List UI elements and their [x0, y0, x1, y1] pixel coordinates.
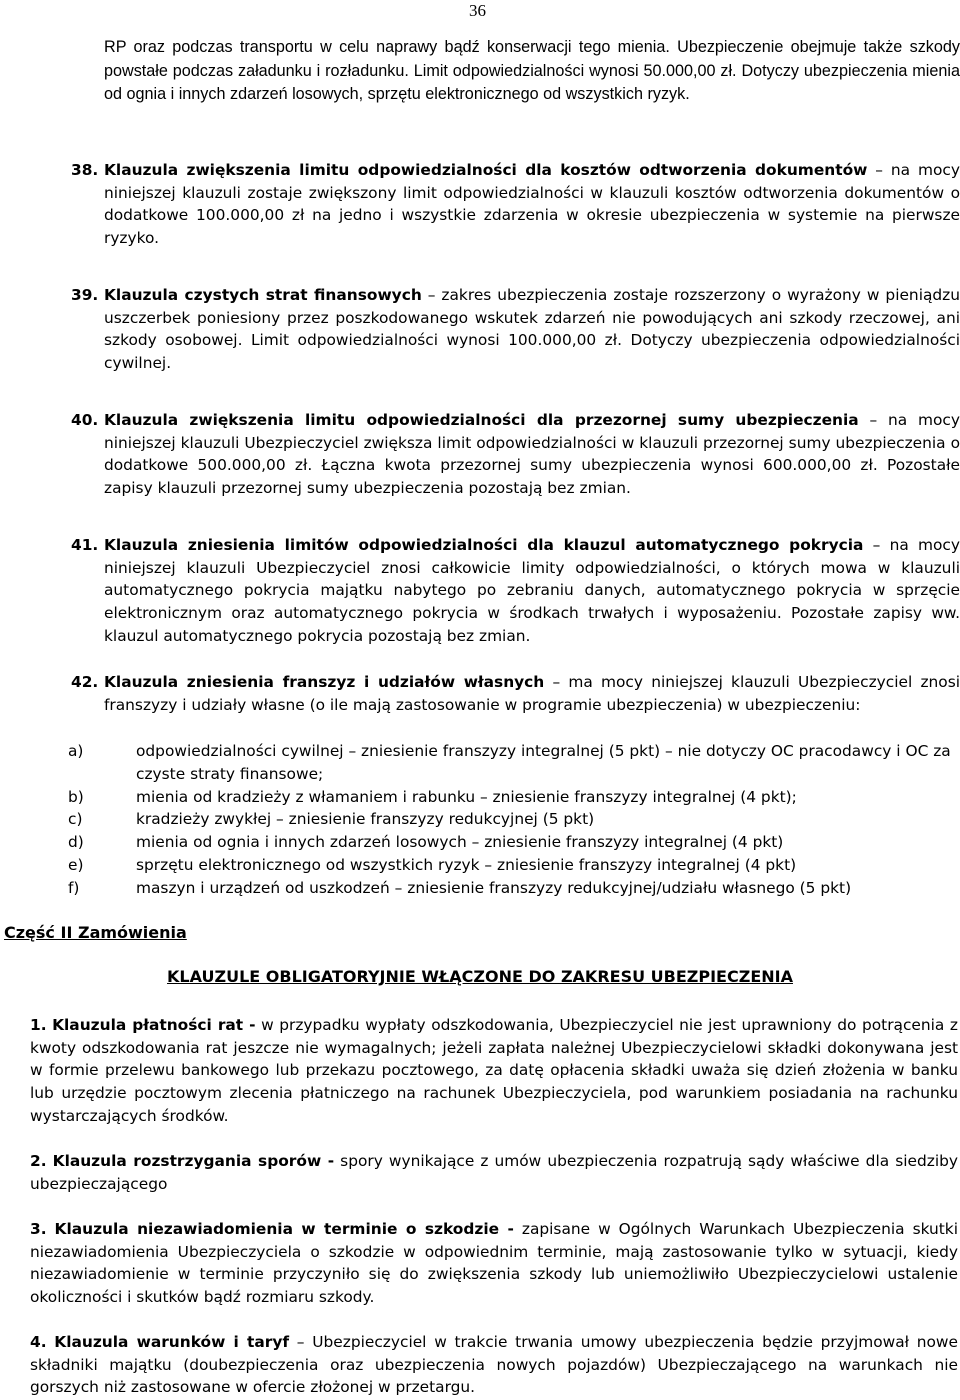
clause-39: [71, 284, 960, 375]
obligatory-clause-4: [30, 1331, 958, 1399]
intro-text: RP oraz podczas transportu w celu naprawy bądź konserwacji tego mienia. Ubezpieczenie obejmuje także szkody powstałe podczas załadunku i rozładunku. Limit odpowiedzialności wynosi 50.000,00 zł. Dotyczy ubezpieczenia mienia od ognia i innych zdarzeń losowych, sprzętu elektronicznego od wszystkich ryzyk.: [104, 38, 960, 103]
clause-42: [71, 671, 960, 716]
obligatory-clause-3: [30, 1218, 958, 1309]
part-heading: Część II Zamówienia: [4, 923, 187, 942]
clause-body: – na mocy niniejszej klauzuli Ubezpieczyciel znosi całkowicie limity odpowiedzialności, o których mowa w klauzuli automatycznego pokrycia majątku nabytego po zebraniu danych, automatycznego pokrycia w sprzęcie elektronicznym oraz automatycznego pokrycia w środkach trwałych i wyposażeniu. Pozostałe zapisy ww. klauzul automatycznego pokrycia pozostają bez zmian.: [104, 536, 960, 645]
clause-body: – na mocy niniejszej klauzuli Ubezpieczyciel zwiększa limit odpowiedzialności w klauzuli przezornej sumy ubezpieczenia o dodatkowe 500.000,00 zł. Łączna kwota przezornej sumy ubezpieczenia wynosi 600.000,00 zł. Pozostałe zapisy klauzuli przezornej sumy ubezpieczenia pozostają bez zmian.: [104, 411, 960, 498]
clause-number: 4.: [30, 1333, 47, 1351]
sub-item-text: maszyn i urządzeń od uszkodzeń – zniesienie franszyzy redukcyjnej/udziału własnego (5 pkt): [136, 879, 852, 897]
clause-title: Klauzula płatności rat -: [52, 1016, 256, 1034]
clause-body: – ma mocy niniejszej klauzuli Ubezpieczyciel znosi franszyzy i udziały własne (o ile mają zastosowanie w programie ubezpieczenia) w ubezpieczeniu:: [104, 673, 960, 714]
sub-item-text: kradzieży zwykłej – zniesienie franszyzy redukcyjnej (5 pkt): [136, 810, 595, 828]
clause-title: Klauzula zwiększenia limitu odpowiedzialności dla przezornej sumy ubezpieczenia: [104, 411, 859, 429]
clause-number: 2.: [30, 1152, 47, 1170]
clause-title: Klauzula niezawiadomienia w terminie o szkodzie -: [54, 1220, 514, 1238]
sub-item-text: sprzętu elektronicznego od wszystkich ryzyk – zniesienie franszyzy integralnej (4 pkt): [136, 856, 797, 874]
sub-item-label: e): [68, 856, 84, 874]
section-heading: KLAUZULE OBLIGATORYJNIE WŁĄCZONE DO ZAKRESU UBEZPIECZENIA: [167, 967, 793, 986]
clause-number: 1.: [30, 1016, 47, 1034]
sub-item-text: mienia od ognia i innych zdarzeń losowych – zniesienie franszyzy integralnej (4 pkt): [136, 833, 784, 851]
sub-item-text: mienia od kradzieży z włamaniem i rabunku – zniesienie franszyzy integralnej (4 pkt);: [136, 788, 797, 806]
clause-title: Klauzula rozstrzygania sporów -: [52, 1152, 335, 1170]
clause-body: – zakres ubezpieczenia zostaje rozszerzony o wyrażony w pieniądzu uszczerbek poniesiony przez poszkodowanego wskutek zdarzeń nie powodujących ani szkody rzeczowej, ani szkody osobowej. Limit odpowiedzialności wynosi 100.000,00 zł. Dotyczy ubezpieczenia odpowiedzialności cywilnej.: [104, 286, 960, 373]
clause-number: 39.: [71, 286, 99, 304]
clause-title: Klauzula czystych strat finansowych: [104, 286, 422, 304]
clause-number: 38.: [71, 161, 99, 179]
clause-title: Klauzula zwiększenia limitu odpowiedzialności dla kosztów odtworzenia dokumentów: [104, 161, 868, 179]
clause-body: zapisane w Ogólnych Warunkach Ubezpieczenia skutki niezawiadomienia Ubezpieczyciela o szkodzie w odpowiednim terminie, mają zastosowanie tylko w sytuacji, kiedy niezawiadomienie w terminie przyczyniło się do zwiększenia szkody lub uniemożliwiło Ubezpieczycielowi ustalenie okoliczności i skutków bądź rozmiaru szkody.: [30, 1220, 958, 1307]
sub-item-label: b): [68, 788, 84, 806]
clause-number: 3.: [30, 1220, 47, 1238]
clause-title: Klauzula warunków i taryf: [54, 1333, 290, 1351]
obligatory-clause-2: [30, 1150, 958, 1195]
clause-title: Klauzula zniesienia limitów odpowiedzialności dla klauzul automatycznego pokrycia: [104, 536, 864, 554]
clause-body: – Ubezpieczyciel w trakcie trwania umowy ubezpieczenia będzie przyjmował nowe składniki majątku (doubezpieczenia oraz ubezpieczenia nowych pojazdów) Ubezpieczającego na warunkach nie gorszych niż zastosowane w ofercie złożonej w przetargu.: [30, 1333, 958, 1397]
sub-item-label: f): [68, 879, 80, 897]
clause-body: spory wynikające z umów ubezpieczenia rozpatrują sądy właściwe dla siedziby ubezpieczającego: [30, 1152, 958, 1193]
sub-item-text: odpowiedzialności cywilnej – zniesienie franszyzy integralnej (5 pkt) – nie dotyczy OC pracodawcy i OC za czyste straty finansowe;: [136, 742, 951, 783]
sub-item-a: [68, 740, 960, 786]
clause-41: [71, 534, 960, 648]
clause-number: 40.: [71, 411, 99, 429]
intro-paragraph: [104, 36, 960, 107]
clause-38: [71, 159, 960, 250]
clause-title: Klauzula zniesienia franszyz i udziałów własnych: [104, 673, 545, 691]
sub-item-label: d): [68, 833, 84, 851]
sub-item-label: a): [68, 742, 84, 760]
clause-40: [71, 409, 960, 500]
clause-number: 42.: [71, 673, 99, 691]
clause-body: – na mocy niniejszej klauzuli zostaje zwiększony limit odpowiedzialności w klauzuli kosztów odtworzenia dokumentów o dodatkowe 100.000,00 zł na jedno i wszystkie zdarzenia w okresie ubezpieczenia w systemie na pierwsze ryzyko.: [104, 161, 960, 248]
clause-number: 41.: [71, 536, 99, 554]
sub-item-label: c): [68, 810, 83, 828]
obligatory-clause-1: [30, 1014, 958, 1128]
page-number: 36: [469, 1, 486, 20]
clause-body: w przypadku wypłaty odszkodowania, Ubezpieczyciel nie jest uprawniony do potrącenia z kwoty odszkodowania rat jeszcze nie wymagalnych; jeżeli zapłata należnej Ubezpieczycielowi składki dokonywana jest w formie przelewu bankowego lub przekazu pocztowego, za datę opłacenia składki uważa się dzień złożenia w banku lub urzędzie pocztowym zlecenia płatniczego na rachunek Ubezpieczyciela, pod warunkiem posiadania na rachunku wystarczających środków.: [30, 1016, 958, 1125]
